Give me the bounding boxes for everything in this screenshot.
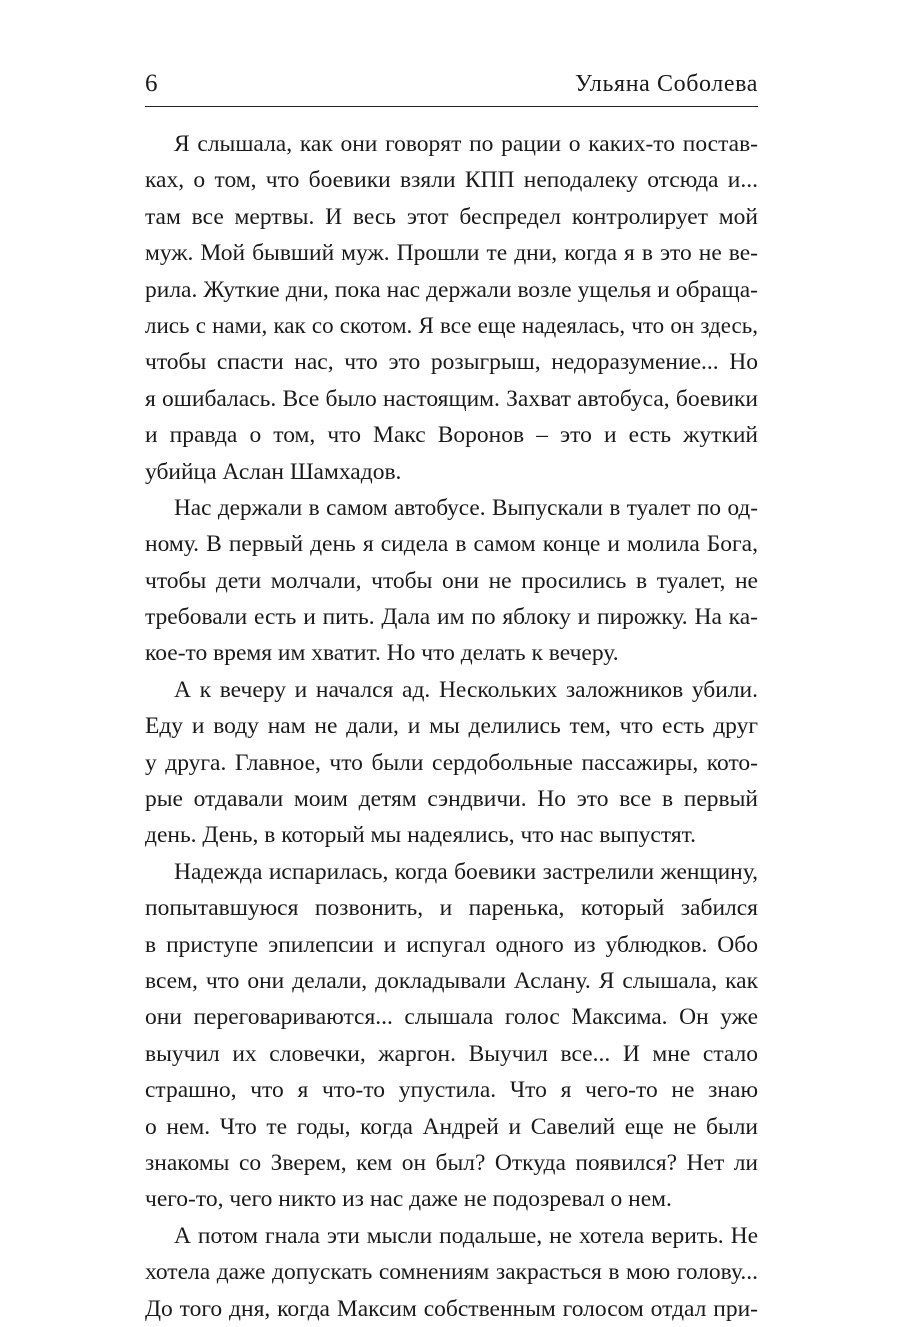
text-line: муж. Мой бывший муж. Прошли те дни, когда я в это не ве-: [145, 240, 758, 267]
text-line: чего-то, чего никто из нас даже не подозревал о нем.: [145, 1186, 672, 1213]
body-text: [145, 126, 758, 1327]
header-rule: [145, 106, 758, 107]
text-line: кое-то время им хватит. Но что делать к вечеру.: [145, 640, 619, 667]
page-number: 6: [145, 70, 158, 97]
text-line: чтобы дети молчали, чтобы они не просились в туалет, не: [145, 567, 758, 594]
paragraph: [145, 490, 758, 672]
text-line: требовали есть и пить. Дала им по яблоку и пирожку. На ка-: [145, 604, 758, 631]
text-line: они переговариваются... слышала голос Максима. Он уже: [145, 1004, 758, 1031]
text-line: чтобы спасти нас, что это розыгрыш, недоразумение... Но: [145, 349, 758, 376]
paragraph: [145, 672, 758, 854]
text-line: всем, что они делали, докладывали Аслану. Я слышала, как: [145, 967, 758, 994]
text-line: До того дня, когда Максим собственным голосом отдал при-: [145, 1295, 758, 1322]
text-line: Надежда испарилась, когда боевики застрелили женщину,: [174, 858, 758, 885]
text-line: там все мертвы. И весь этот беспредел контролирует мой: [145, 203, 758, 230]
text-line: я ошибалась. Все было настоящим. Захват автобуса, боевики: [145, 385, 758, 412]
text-line: Еду и воду нам не дали, и мы делились тем, что есть друг: [145, 713, 758, 740]
text-line: и правда о том, что Макс Воронов – это и есть жуткий: [145, 422, 758, 449]
running-title-author: Ульяна Соболева: [575, 71, 758, 97]
text-line: лись с нами, как со скотом. Я все еще надеялась, что он здесь,: [145, 312, 758, 338]
text-line: убийца Аслан Шамхадов.: [145, 458, 402, 485]
text-line: в приступе эпилепсии и испугал одного из ублюдков. Обо: [145, 931, 758, 958]
text-line: А потом гнала эти мысли подальше, не хотела верить. Не: [174, 1222, 758, 1249]
text-line: рые отдавали моим детям сэндвичи. Но это все в первый: [145, 786, 758, 813]
text-line: попытавшуюся позвонить, и паренька, который забился: [145, 895, 758, 922]
paragraph: [145, 126, 758, 490]
text-line: выучил их словечки, жаргон. Выучил все... И мне стало: [145, 1040, 758, 1067]
text-line: о нем. Что те годы, когда Андрей и Савелий еще не были: [145, 1113, 758, 1140]
text-line: страшно, что я что-то упустила. Что я чего-то не знаю: [145, 1077, 758, 1104]
paragraph: [145, 1218, 758, 1327]
text-line: рила. Жуткие дни, пока нас держали возле ущелья и обраща-: [145, 276, 758, 303]
text-line: Нас держали в самом автобусе. Выпускали в туалет по од-: [174, 494, 758, 521]
running-header: [145, 66, 758, 102]
text-line: А к вечеру и начался ад. Нескольких заложников убили.: [174, 676, 758, 703]
text-line: ному. В первый день я сидела в самом конце и молила Бога,: [145, 531, 758, 558]
paragraph: [145, 854, 758, 1218]
text-line: Я слышала, как они говорят по рации о каких-то постав-: [174, 131, 758, 157]
text-line: ках, о том, что боевики взяли КПП неподалеку отсюда и...: [145, 167, 758, 194]
text-line: у друга. Главное, что были сердобольные пассажиры, кото-: [145, 749, 758, 776]
text-line: хотела даже допускать сомнениям закрасться в мою голову...: [145, 1259, 758, 1286]
text-line: знакомы со Зверем, кем он был? Откуда появился? Нет ли: [145, 1149, 758, 1176]
text-line: день. День, в который мы надеялись, что нас выпустят.: [145, 822, 696, 849]
